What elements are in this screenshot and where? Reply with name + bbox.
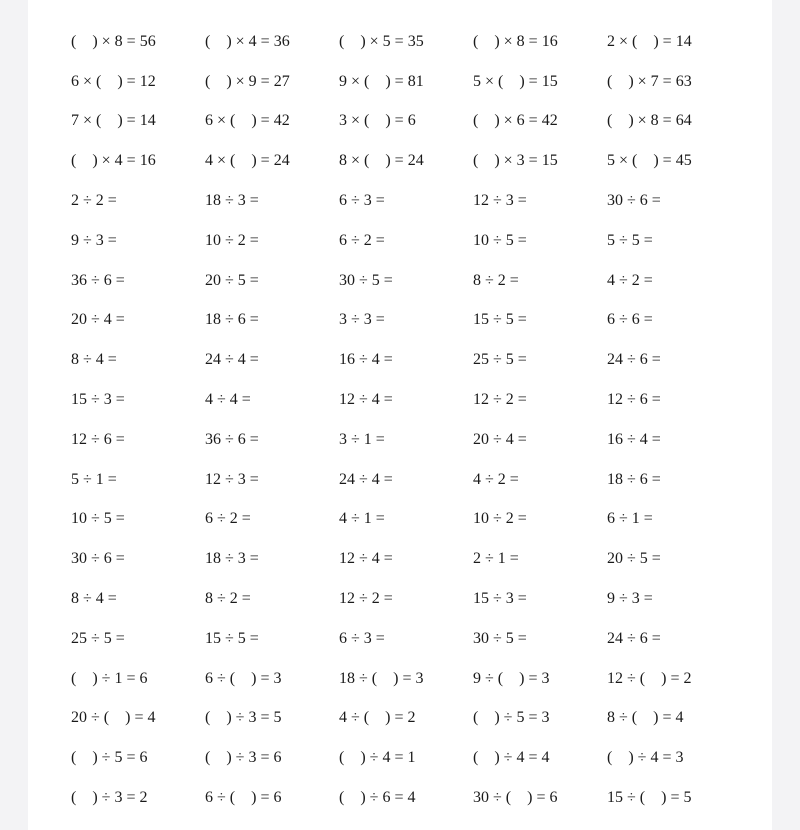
math-problem: 4 ÷ 1 =: [339, 510, 385, 528]
math-problem: 5 ÷ 5 =: [607, 231, 653, 249]
math-problem: 12 ÷ 6 =: [71, 430, 125, 448]
math-problem: 15 ÷ 5 =: [473, 311, 527, 329]
math-problem: 6 ÷ 2 =: [205, 510, 251, 528]
math-problem: 20 ÷ 5 =: [607, 550, 661, 568]
math-problem: 4 ÷ 4 =: [205, 391, 251, 409]
math-problem: 3 ÷ 3 =: [339, 311, 385, 329]
math-problem: 9 ÷ 3 =: [607, 590, 653, 608]
math-problem: 12 ÷ 4 =: [339, 550, 393, 568]
math-problem: 24 ÷ 6 =: [607, 629, 661, 647]
math-problem: 24 ÷ 6 =: [607, 351, 661, 369]
math-problem: ( ) ÷ 5 = 3: [473, 709, 550, 727]
math-problem: 24 ÷ 4 =: [205, 351, 259, 369]
math-problem: 10 ÷ 2 =: [473, 510, 527, 528]
math-problem: 30 ÷ 5 =: [339, 271, 393, 289]
math-problem: 30 ÷ ( ) = 6: [473, 789, 558, 807]
math-problem: 20 ÷ ( ) = 4: [71, 709, 156, 727]
math-problem: 10 ÷ 2 =: [205, 231, 259, 249]
math-problem: 25 ÷ 5 =: [473, 351, 527, 369]
problem-grid: [71, 22, 741, 818]
math-problem: 36 ÷ 6 =: [71, 271, 125, 289]
math-problem: 10 ÷ 5 =: [71, 510, 125, 528]
math-problem: ( ) × 8 = 56: [71, 32, 156, 50]
math-problem: 8 ÷ ( ) = 4: [607, 709, 684, 727]
math-problem: 36 ÷ 6 =: [205, 430, 259, 448]
math-problem: 18 ÷ 3 =: [205, 192, 259, 210]
math-problem: 30 ÷ 6 =: [607, 192, 661, 210]
math-problem: ( ) × 7 = 63: [607, 72, 692, 90]
math-problem: ( ) × 4 = 16: [71, 152, 156, 170]
math-problem: 12 ÷ 4 =: [339, 391, 393, 409]
math-problem: 6 ÷ 3 =: [339, 192, 385, 210]
math-problem: 18 ÷ 6 =: [205, 311, 259, 329]
math-problem: 9 × ( ) = 81: [339, 72, 424, 90]
math-problem: ( ) ÷ 4 = 1: [339, 749, 416, 767]
math-problem: ( ) × 8 = 16: [473, 32, 558, 50]
math-problem: 9 ÷ ( ) = 3: [473, 669, 550, 687]
math-problem: 15 ÷ ( ) = 5: [607, 789, 692, 807]
math-problem: 6 ÷ ( ) = 6: [205, 789, 282, 807]
math-problem: 6 ÷ 2 =: [339, 231, 385, 249]
math-problem: ( ) ÷ 4 = 4: [473, 749, 550, 767]
math-problem: 12 ÷ 3 =: [473, 192, 527, 210]
math-problem: 8 ÷ 2 =: [473, 271, 519, 289]
math-problem: 5 × ( ) = 45: [607, 152, 692, 170]
math-problem: 16 ÷ 4 =: [607, 430, 661, 448]
math-problem: 6 × ( ) = 42: [205, 112, 290, 130]
math-problem: 6 ÷ 1 =: [607, 510, 653, 528]
math-problem: 30 ÷ 6 =: [71, 550, 125, 568]
math-problem: ( ) ÷ 3 = 6: [205, 749, 282, 767]
math-problem: 24 ÷ 4 =: [339, 470, 393, 488]
math-problem: ( ) × 9 = 27: [205, 72, 290, 90]
math-problem: 3 × ( ) = 6: [339, 112, 416, 130]
math-problem: 8 ÷ 4 =: [71, 590, 117, 608]
math-problem: 25 ÷ 5 =: [71, 629, 125, 647]
math-problem: 4 ÷ ( ) = 2: [339, 709, 416, 727]
math-problem: 8 × ( ) = 24: [339, 152, 424, 170]
math-problem: 12 ÷ 2 =: [473, 391, 527, 409]
math-problem: ( ) ÷ 1 = 6: [71, 669, 148, 687]
math-problem: 5 ÷ 1 =: [71, 470, 117, 488]
math-problem: ( ) ÷ 3 = 5: [205, 709, 282, 727]
worksheet-page: [28, 0, 772, 830]
math-problem: ( ) ÷ 3 = 2: [71, 789, 148, 807]
math-problem: ( ) ÷ 6 = 4: [339, 789, 416, 807]
math-problem: 4 ÷ 2 =: [607, 271, 653, 289]
math-problem: 2 × ( ) = 14: [607, 32, 692, 50]
math-problem: ( ) × 4 = 36: [205, 32, 290, 50]
math-problem: ( ) × 5 = 35: [339, 32, 424, 50]
math-problem: 7 × ( ) = 14: [71, 112, 156, 130]
math-problem: 20 ÷ 4 =: [473, 430, 527, 448]
math-problem: 6 ÷ ( ) = 3: [205, 669, 282, 687]
math-problem: 16 ÷ 4 =: [339, 351, 393, 369]
math-problem: ( ) × 6 = 42: [473, 112, 558, 130]
math-problem: 30 ÷ 5 =: [473, 629, 527, 647]
math-problem: 18 ÷ 6 =: [607, 470, 661, 488]
math-problem: 15 ÷ 3 =: [473, 590, 527, 608]
math-problem: 12 ÷ 2 =: [339, 590, 393, 608]
math-problem: ( ) ÷ 5 = 6: [71, 749, 148, 767]
math-problem: 18 ÷ 3 =: [205, 550, 259, 568]
math-problem: ( ) × 3 = 15: [473, 152, 558, 170]
math-problem: 12 ÷ 3 =: [205, 470, 259, 488]
math-problem: 6 ÷ 3 =: [339, 629, 385, 647]
math-problem: 4 × ( ) = 24: [205, 152, 290, 170]
math-problem: 6 × ( ) = 12: [71, 72, 156, 90]
math-problem: 12 ÷ 6 =: [607, 391, 661, 409]
math-problem: ( ) ÷ 4 = 3: [607, 749, 684, 767]
math-problem: 20 ÷ 5 =: [205, 271, 259, 289]
math-problem: 5 × ( ) = 15: [473, 72, 558, 90]
math-problem: 8 ÷ 4 =: [71, 351, 117, 369]
math-problem: 20 ÷ 4 =: [71, 311, 125, 329]
math-problem: 9 ÷ 3 =: [71, 231, 117, 249]
math-problem: 6 ÷ 6 =: [607, 311, 653, 329]
math-problem: 10 ÷ 5 =: [473, 231, 527, 249]
math-problem: 18 ÷ ( ) = 3: [339, 669, 424, 687]
math-problem: 2 ÷ 1 =: [473, 550, 519, 568]
math-problem: 12 ÷ ( ) = 2: [607, 669, 692, 687]
math-problem: 4 ÷ 2 =: [473, 470, 519, 488]
math-problem: 2 ÷ 2 =: [71, 192, 117, 210]
math-problem: 15 ÷ 3 =: [71, 391, 125, 409]
math-problem: 3 ÷ 1 =: [339, 430, 385, 448]
math-problem: 15 ÷ 5 =: [205, 629, 259, 647]
math-problem: 8 ÷ 2 =: [205, 590, 251, 608]
math-problem: ( ) × 8 = 64: [607, 112, 692, 130]
